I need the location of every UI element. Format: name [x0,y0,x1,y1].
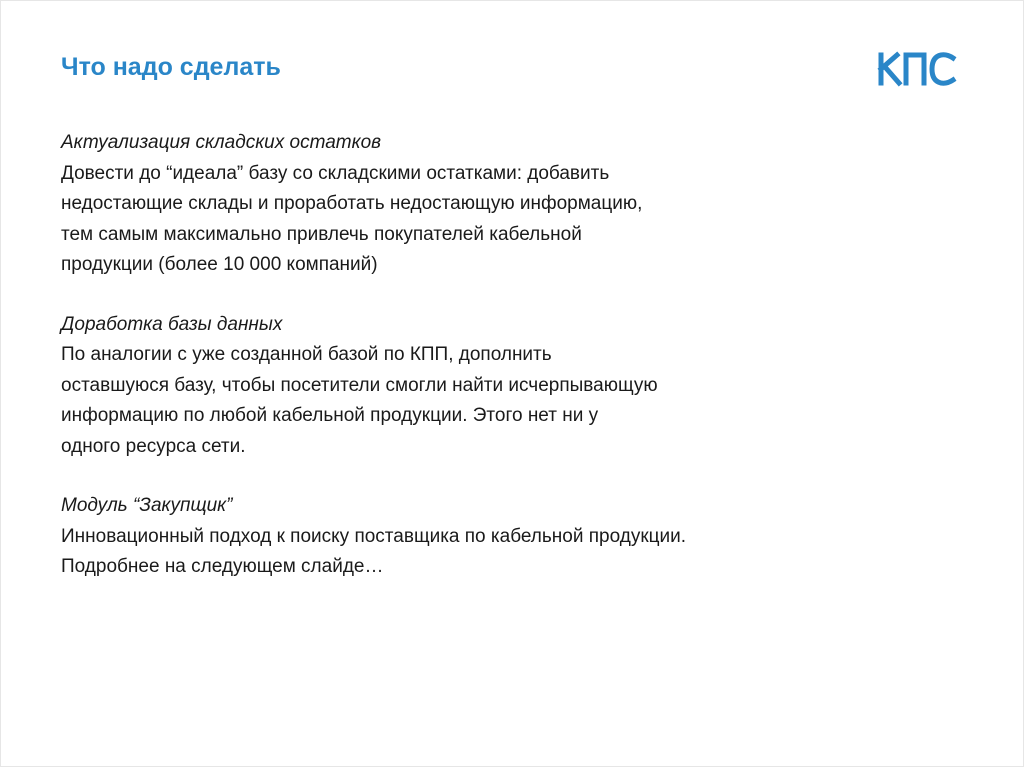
section-text-line: По аналогии с уже созданной базой по КПП, дополнить [61,344,552,365]
section-text-line: тем самым максимально привлечь покупателей кабельной [61,223,582,245]
slide-title: Что надо сделать [61,53,281,81]
section-heading: Модуль “Закупщик” [61,495,233,516]
section-text-line: одного ресурса сети. [61,435,246,457]
section-text-line: Инновационный подход к поиску поставщика по кабельной продукции. [61,525,687,547]
section-database-improvement [61,310,941,463]
kps-logo [877,51,959,87]
section-stock-update [61,128,941,281]
section-text-line: оставшуюся базу, чтобы посетители смогли найти исчерпывающую [61,374,658,396]
section-text-line: Довести до “идеала” базу со складскими остатками: добавить [61,162,610,184]
section-heading: Доработка базы данных [61,313,283,335]
section-text-line: недостающие склады и проработать недостающую информацию, [61,193,643,214]
section-heading: Актуализация складских остатков [61,132,382,153]
section-text-line: продукции (более 10 000 компаний) [61,254,378,275]
section-text-line: Подробнее на следующем слайде… [61,556,384,577]
slide-content [61,128,941,612]
section-text-line: информацию по любой кабельной продукции. Этого нет ни у [61,405,599,426]
section-buyer-module [61,491,941,583]
